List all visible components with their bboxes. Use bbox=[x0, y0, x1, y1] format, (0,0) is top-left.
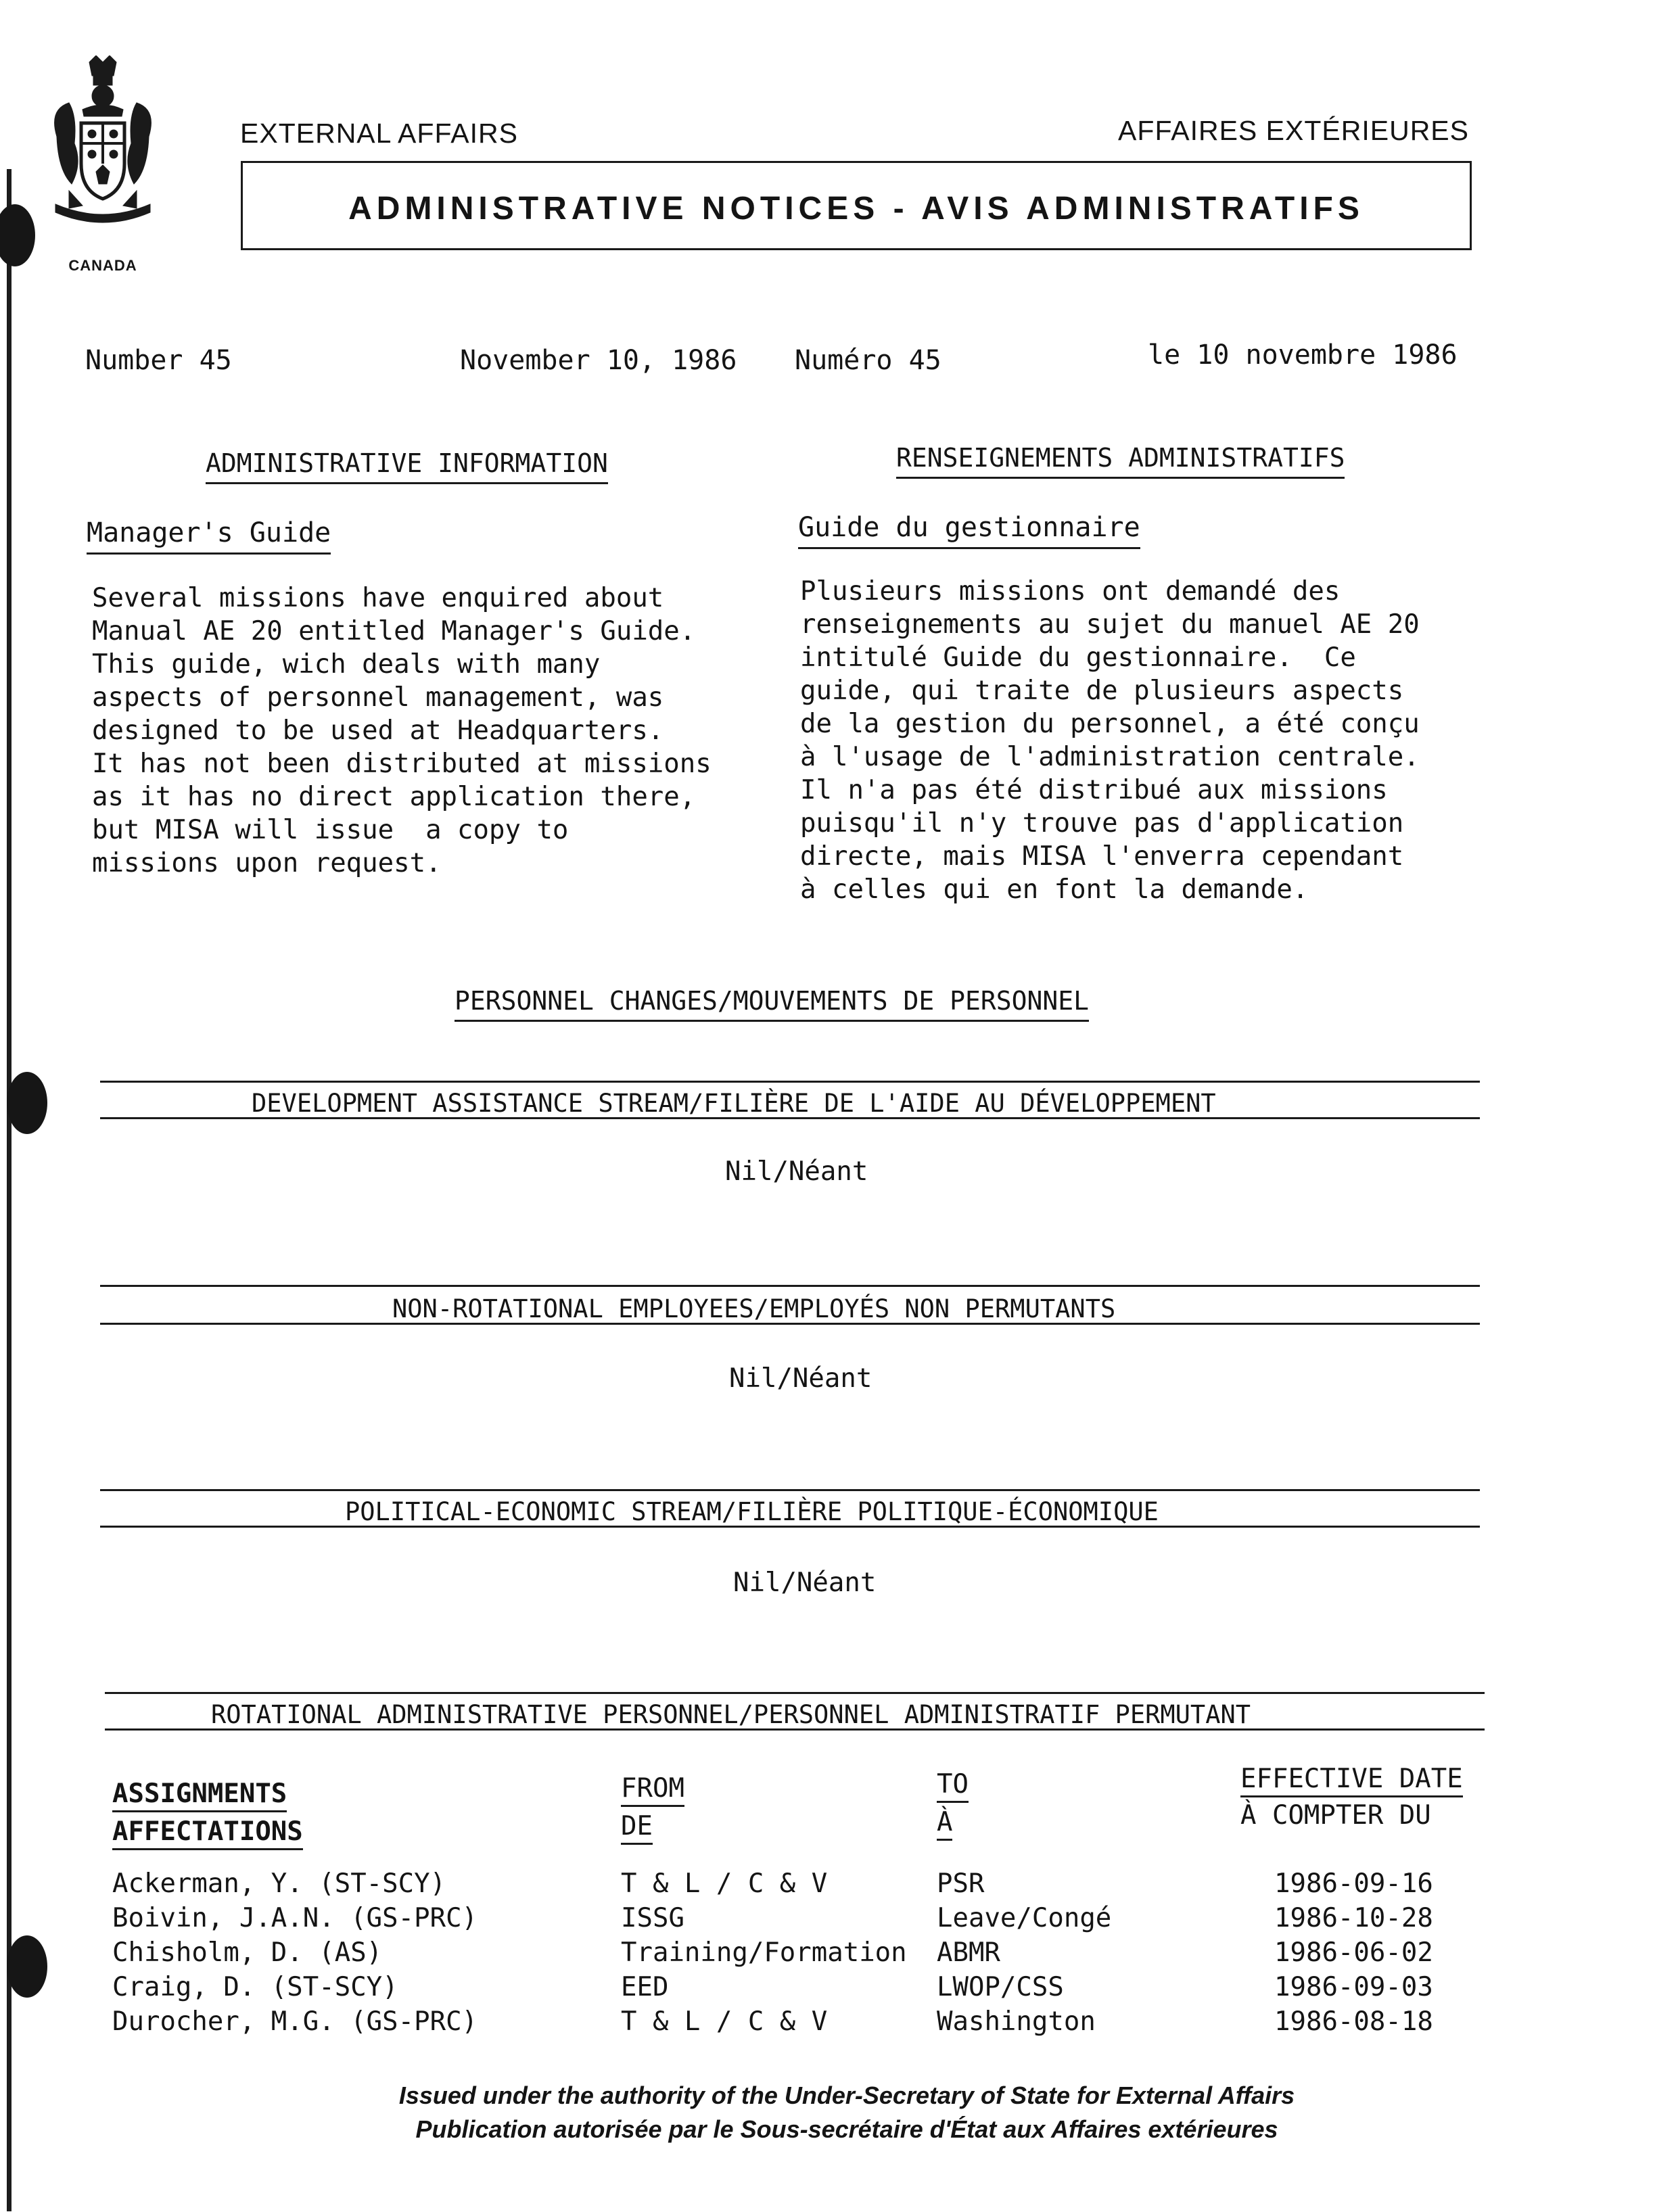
col-header-a: À bbox=[937, 1807, 952, 1841]
subheading-en: Manager's Guide bbox=[87, 517, 331, 555]
cell-date: 1986-09-16 bbox=[1274, 1868, 1433, 1899]
divider bbox=[100, 1323, 1480, 1325]
divider bbox=[100, 1489, 1480, 1491]
stream-content-political-economic: Nil/Néant bbox=[733, 1568, 877, 1598]
department-en: EXTERNAL AFFAIRS bbox=[240, 118, 518, 149]
stream-content-non-rotational: Nil/Néant bbox=[729, 1363, 872, 1394]
divider bbox=[100, 1285, 1480, 1287]
col-header-assignments: ASSIGNMENTS bbox=[112, 1779, 287, 1812]
section-heading-en: ADMINISTRATIVE INFORMATION bbox=[206, 448, 608, 484]
notice-date-fr: le 10 novembre 1986 bbox=[1148, 339, 1458, 371]
col-header-affectations: AFFECTATIONS bbox=[112, 1816, 303, 1850]
body-text-en: Several missions have enquired about Manual AE 20 entitled Manager's Guide. This guide, wich deals with many aspects of personnel management, was designed to be used at Headquarters. It has not been distributed at missions as it has no direct application there, but MISA will issue a copy to missions upon request. bbox=[92, 583, 712, 878]
footer-authority-en: Issued under the authority of the Under-Secretary of State for External Affairs bbox=[398, 2081, 1295, 2109]
table-row bbox=[0, 2006, 1653, 2041]
assignments-table-body bbox=[0, 1868, 1653, 2041]
personnel-changes-heading: PERSONNEL CHANGES/MOUVEMENTS DE PERSONNEL bbox=[455, 986, 1089, 1022]
logo-caption: CANADA bbox=[68, 257, 137, 274]
divider bbox=[100, 1526, 1480, 1528]
notice-number-en: Number 45 bbox=[85, 345, 232, 376]
cell-date: 1986-08-18 bbox=[1274, 2006, 1433, 2037]
cell-name: Craig, D. (ST-SCY) bbox=[112, 1972, 398, 2002]
col-header-from: FROM bbox=[621, 1773, 684, 1807]
punch-hole bbox=[7, 1072, 47, 1134]
cell-name: Durocher, M.G. (GS-PRC) bbox=[112, 2006, 478, 2037]
stream-title-development: DEVELOPMENT ASSISTANCE STREAM/FILIÈRE DE L'AIDE AU DÉVELOPPEMENT bbox=[252, 1089, 1216, 1118]
table-row bbox=[0, 1868, 1653, 1903]
divider bbox=[100, 1117, 1480, 1119]
divider bbox=[100, 1081, 1480, 1083]
col-header-effective-date: EFFECTIVE DATE bbox=[1240, 1764, 1463, 1797]
cell-to: ABMR bbox=[937, 1937, 1000, 1968]
cell-from: Training/Formation bbox=[621, 1937, 907, 1968]
stream-title-non-rotational: NON-ROTATIONAL EMPLOYEES/EMPLOYÉS NON PERMUTANTS bbox=[392, 1294, 1116, 1323]
stream-title-rotational: ROTATIONAL ADMINISTRATIVE PERSONNEL/PERSONNEL ADMINISTRATIF PERMUTANT bbox=[211, 1700, 1251, 1729]
page-title: ADMINISTRATIVE NOTICES - AVIS ADMINISTRATIFS bbox=[348, 191, 1364, 227]
cell-name: Chisholm, D. (AS) bbox=[112, 1937, 383, 1968]
notice-date-en: November 10, 1986 bbox=[460, 345, 737, 376]
footer-authority-fr: Publication autorisée par le Sous-secrétaire d'État aux Affaires extérieures bbox=[415, 2115, 1278, 2143]
cell-name: Boivin, J.A.N. (GS-PRC) bbox=[112, 1903, 478, 1933]
coat-of-arms-icon bbox=[42, 55, 164, 252]
canada-coat-of-arms-logo bbox=[42, 55, 164, 272]
col-header-to: TO bbox=[937, 1769, 969, 1803]
col-header-compter: À COMPTER DU bbox=[1240, 1800, 1431, 1831]
cell-from: EED bbox=[621, 1972, 669, 2002]
cell-from: T & L / C & V bbox=[621, 2006, 828, 2037]
cell-name: Ackerman, Y. (ST-SCY) bbox=[112, 1868, 446, 1899]
cell-date: 1986-10-28 bbox=[1274, 1903, 1433, 1933]
section-heading-fr: RENSEIGNEMENTS ADMINISTRATIFS bbox=[896, 443, 1345, 479]
punch-hole bbox=[0, 204, 35, 266]
department-fr: AFFAIRES EXTÉRIEURES bbox=[1118, 115, 1469, 146]
cell-to: Leave/Congé bbox=[937, 1903, 1112, 1933]
col-header-de: DE bbox=[621, 1811, 653, 1845]
cell-from: ISSG bbox=[621, 1903, 684, 1933]
cell-date: 1986-09-03 bbox=[1274, 1972, 1433, 2002]
table-row bbox=[0, 1903, 1653, 1937]
cell-to: PSR bbox=[937, 1868, 985, 1899]
cell-to: LWOP/CSS bbox=[937, 1972, 1064, 2002]
cell-from: T & L / C & V bbox=[621, 1868, 828, 1899]
stream-content-development: Nil/Néant bbox=[725, 1156, 868, 1187]
stream-title-political-economic: POLITICAL-ECONOMIC STREAM/FILIÈRE POLITIQUE-ÉCONOMIQUE bbox=[345, 1497, 1159, 1526]
cell-to: Washington bbox=[937, 2006, 1096, 2037]
table-row bbox=[0, 1937, 1653, 1972]
notice-number-fr: Numéro 45 bbox=[795, 345, 941, 376]
divider bbox=[105, 1728, 1485, 1731]
body-text-fr: Plusieurs missions ont demandé des renseignements au sujet du manuel AE 20 intitulé Guide du gestionnaire. Ce guide, qui traite de plusieurs aspects de la gestion du personnel, a été conçu à l'usage de l'administration centrale. Il n'a pas été distribué aux missions puisqu'il n'y trouve pas d'application directe, mais MISA l'enverra cependant à celles qui en font la demande. bbox=[800, 576, 1420, 905]
subheading-fr: Guide du gestionnaire bbox=[798, 512, 1140, 549]
title-box bbox=[241, 161, 1472, 250]
divider bbox=[105, 1692, 1485, 1694]
table-row bbox=[0, 1972, 1653, 2006]
cell-date: 1986-06-02 bbox=[1274, 1937, 1433, 1968]
